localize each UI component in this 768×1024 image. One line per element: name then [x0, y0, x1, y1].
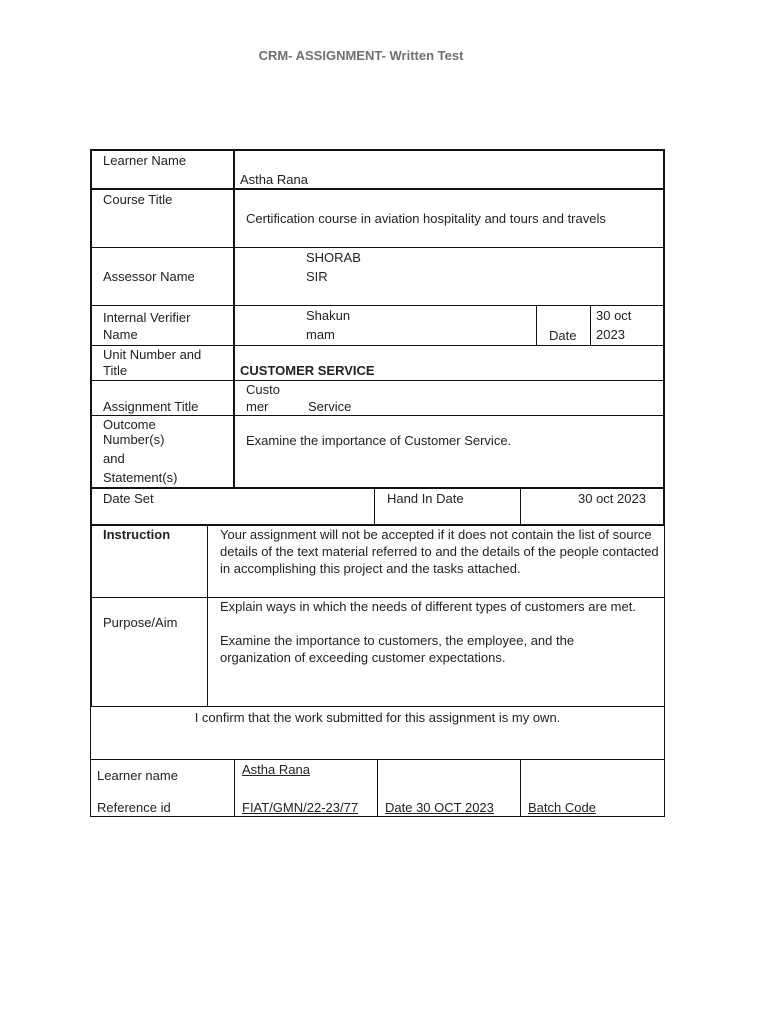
dateset-divider — [520, 487, 521, 526]
assessor-value-line1: SHORAB — [306, 250, 361, 265]
learner-name-value: Astha Rana — [240, 172, 308, 187]
verifier-value-line2: mam — [306, 327, 335, 342]
date-label: Date — [549, 328, 577, 343]
table1-col-divider — [233, 149, 235, 488]
purpose-text-1: Explain ways in which the needs of different types of customers are met. — [220, 599, 636, 614]
dateset-divider — [374, 487, 375, 526]
course-title-label: Course Title — [103, 192, 173, 207]
outcome-value: Examine the importance of Customer Service. — [246, 433, 512, 448]
outcome-label-line1: Outcome — [103, 417, 156, 432]
unit-label-line2: Title — [103, 363, 128, 378]
date-value-line2: 2023 — [596, 327, 625, 342]
assignment-title-line1: Custo — [246, 382, 280, 397]
instruction-text: Your assignment will not be accepted if it does not contain the list of source details of the text material referred to and the details of the people contacted in accomplishing this project and the tasks attached. — [220, 527, 659, 576]
date-divider — [536, 305, 537, 345]
table2-col-divider — [207, 525, 208, 707]
row-divider — [90, 487, 665, 489]
hand-in-date-value: 30 oct 2023 — [578, 491, 646, 506]
assessor-value-line2: SIR — [306, 269, 328, 284]
unit-label-line1: Unit Number and — [103, 347, 202, 362]
verifier-label-line1: Internal Verifier — [103, 310, 191, 325]
row-divider — [90, 305, 665, 306]
reference-id-label: Reference id — [97, 800, 171, 815]
assignment-title-line2b: Service — [308, 399, 352, 414]
verifier-label-line2: Name — [103, 327, 138, 342]
reference-id-value: FIAT/GMN/22-23/77 — [242, 800, 359, 815]
learner-name-label: Learner Name — [103, 153, 187, 168]
row-divider — [90, 415, 665, 416]
learner-name-label-2: Learner name — [97, 768, 178, 783]
date-value-line1: 30 oct — [596, 308, 632, 323]
outcome-label-line4: Statement(s) — [103, 470, 178, 485]
assignment-title-line2a: mer — [246, 399, 269, 414]
submission-date: Date 30 OCT 2023 — [385, 800, 494, 815]
date-set-label: Date Set — [103, 491, 154, 506]
course-title-value: Certification course in aviation hospitality and tours and travels — [246, 211, 606, 226]
assessor-label: Assessor Name — [103, 269, 195, 284]
date-divider — [590, 305, 591, 345]
assignment-title-label: Assignment Title — [103, 399, 199, 414]
batch-code-label: Batch Code — [528, 800, 596, 815]
col-divider — [520, 759, 521, 817]
confirmation-text: I confirm that the work submitted for this assignment is my own. — [194, 710, 561, 725]
col-divider — [377, 759, 378, 817]
col-divider — [234, 759, 235, 817]
outcome-label-line2: Number(s) — [103, 432, 165, 447]
outcome-label-line3: and — [103, 451, 125, 466]
page-title: CRM- ASSIGNMENT- Written Test — [258, 48, 464, 63]
verifier-value-line1: Shakun — [306, 308, 351, 323]
learner-name-value-2: Astha Rana — [242, 762, 310, 777]
row-divider — [90, 247, 665, 248]
instruction-label: Instruction — [103, 527, 171, 542]
purpose-text-2: Examine the importance to customers, the employee, and the organization of exceeding customer expectations. — [220, 633, 575, 665]
purpose-label: Purpose/Aim — [103, 615, 178, 630]
row-divider — [90, 188, 665, 190]
unit-value: CUSTOMER SERVICE — [240, 363, 375, 378]
row-divider — [90, 380, 665, 381]
hand-in-date-label: Hand In Date — [387, 491, 464, 506]
